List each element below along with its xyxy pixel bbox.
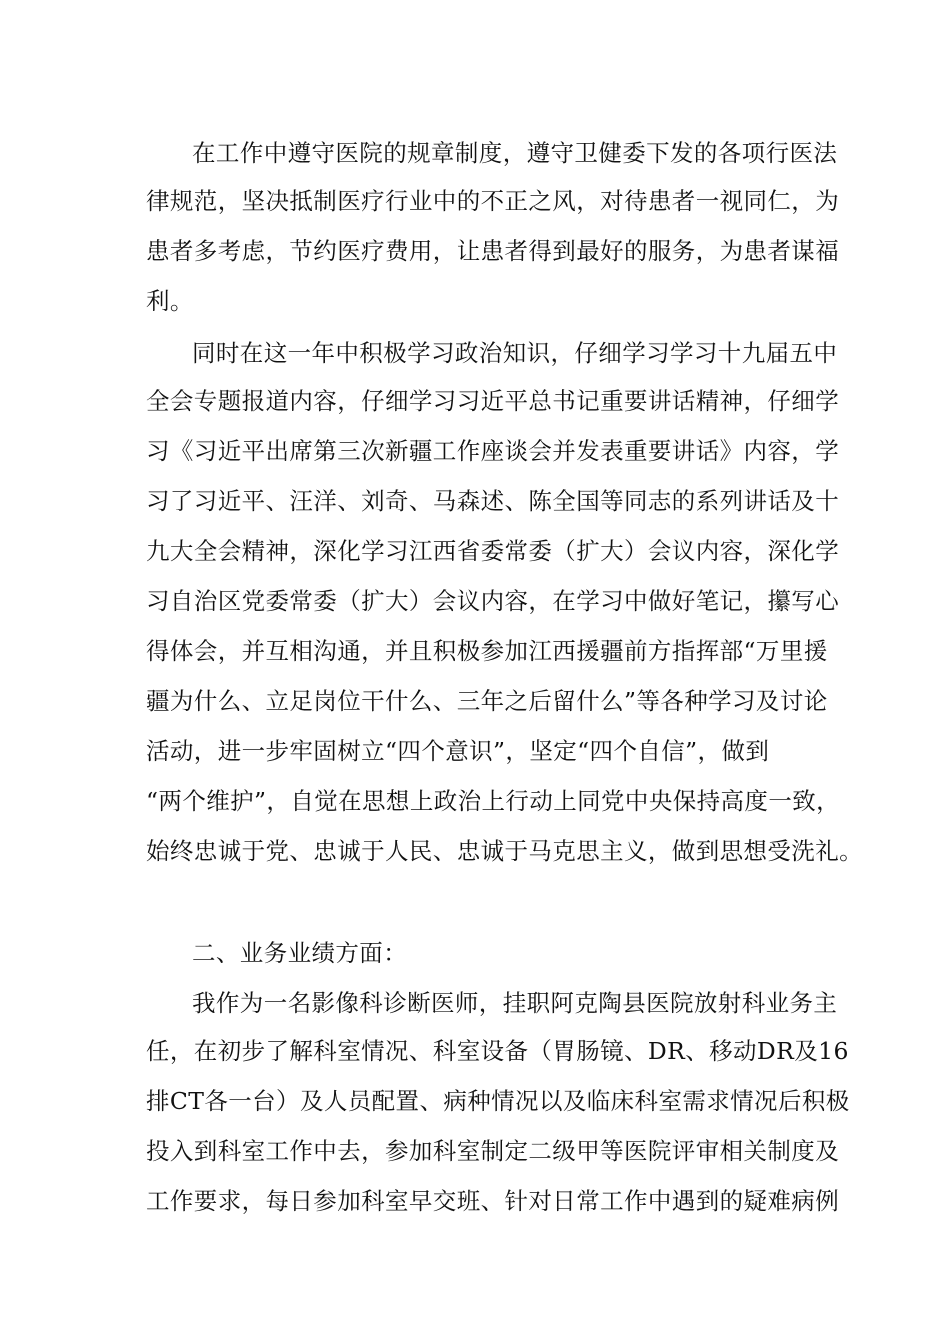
paragraph-3-line-2: 任，在初步了解科室情况、科室设备（胃肠镜、DR、移动DR及16 (146, 1037, 849, 1065)
paragraph-2-line-6: 习自治区党委常委（扩大）会议内容，在学习中做好笔记，攥写心 (146, 587, 840, 615)
section-heading: 二、业务业绩方面： (192, 939, 408, 967)
paragraph-2-line-5: 九大全会精神，深化学习江西省委常委（扩大）会议内容，深化学 (146, 537, 840, 565)
paragraph-2-line-11: 始终忠诚于党、忠诚于人民、忠诚于马克思主义，做到思想受洗礼。 (146, 837, 863, 865)
paragraph-1-line-1: 在工作中遵守医院的规章制度，遵守卫健委下发的各项行医法 (192, 139, 838, 167)
paragraph-2-line-10: “两个维护”，自觉在思想上政治上行动上同党中央保持高度一致， (146, 787, 841, 815)
paragraph-2-line-4: 习了习近平、汪洋、刘奇、马森述、陈全国等同志的系列讲话及十 (146, 487, 840, 515)
paragraph-2-line-2: 全会专题报道内容，仔细学习习近平总书记重要讲话精神，仔细学 (146, 387, 840, 415)
paragraph-1-line-3: 患者多考虑，节约医疗费用，让患者得到最好的服务，为患者谋福 (146, 237, 840, 265)
paragraph-1-line-2: 律规范，坚决抵制医疗行业中的不正之风，对待患者一视同仁，为 (146, 187, 840, 215)
paragraph-2-line-1: 同时在这一年中积极学习政治知识，仔细学习学习十九届五中 (192, 339, 838, 367)
paragraph-2-line-9: 活动，进一步牢固树立“四个意识”，坚定“四个自信”，做到 (146, 737, 770, 765)
paragraph-3-line-5: 工作要求，每日参加科室早交班、针对日常工作中遇到的疑难病例 (146, 1187, 840, 1215)
paragraph-3-line-1: 我作为一名影像科诊断医师，挂职阿克陶县医院放射科业务主 (192, 989, 838, 1017)
paragraph-1-line-4: 利。 (146, 287, 194, 315)
paragraph-3-line-3: 排CT各一台）及人员配置、病种情况以及临床科室需求情况后积极 (146, 1087, 850, 1115)
paragraph-2-line-3: 习《习近平出席第三次新疆工作座谈会并发表重要讲话》内容，学 (146, 437, 840, 465)
paragraph-3-line-4: 投入到科室工作中去，参加科室制定二级甲等医院评审相关制度及 (146, 1137, 840, 1165)
paragraph-2-line-7: 得体会，并互相沟通，并且积极参加江西援疆前方指挥部“万里援 (146, 637, 828, 665)
paragraph-2-line-8: 疆为什么、立足岗位干什么、三年之后留什么”等各种学习及讨论 (146, 687, 828, 715)
